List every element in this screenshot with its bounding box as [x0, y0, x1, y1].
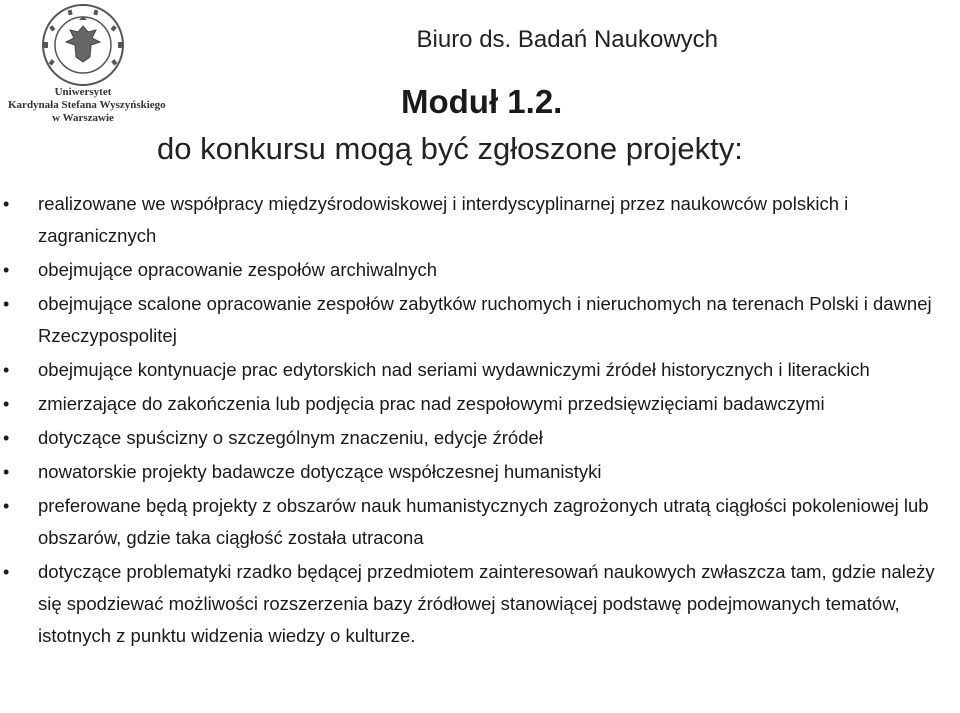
bullet-icon: •	[3, 294, 10, 314]
project-list	[0, 188, 960, 654]
slide-heading: do konkursu mogą być zgłoszone projekty:	[157, 131, 743, 166]
list-item	[0, 556, 960, 652]
bullet-icon: •	[3, 462, 10, 482]
list-item	[0, 422, 960, 454]
bullet-icon: •	[3, 562, 10, 582]
list-item	[0, 354, 960, 386]
list-item	[0, 188, 960, 252]
bullet-icon: •	[3, 428, 10, 448]
list-item	[0, 388, 960, 420]
list-item-text: realizowane we współpracy międzyśrodowiskowej i interdyscyplinarnej przez naukowców polskich i zagranicznych	[38, 193, 849, 246]
list-item-text: obejmujące kontynuacje prac edytorskich nad seriami wydawniczymi źródeł historycznych i literackich	[38, 359, 870, 380]
list-item	[0, 254, 960, 286]
bullet-icon: •	[3, 194, 10, 214]
logo-caption	[8, 86, 166, 125]
list-item-text: obejmujące scalone opracowanie zespołów zabytków ruchomych i nieruchomych na terenach Polski i dawnej Rzeczypospolitej	[38, 293, 932, 346]
list-item-text: nowatorskie projekty badawcze dotyczące współczesnej humanistyki	[38, 461, 602, 482]
list-item-text: obejmujące opracowanie zespołów archiwalnych	[38, 259, 437, 280]
logo-caption-line3: w Warszawie	[52, 112, 114, 124]
module-title: Moduł 1.2.	[401, 83, 563, 120]
university-logo	[8, 2, 166, 138]
bullet-icon: •	[3, 260, 10, 280]
list-item-text: dotyczące spuścizny o szczególnym znaczeniu, edycje źródeł	[38, 427, 543, 448]
logo-caption-line2: Kardynała Stefana Wyszyńskiego	[8, 99, 166, 111]
list-item-text: preferowane będą projekty z obszarów nauk humanistycznych zagrożonych utratą ciągłości pokoleniowej lub obszarów, gdzie taka ciągłość została utracona	[38, 495, 929, 548]
university-seal-icon	[30, 2, 136, 88]
list-item	[0, 456, 960, 488]
bullet-icon: •	[3, 496, 10, 516]
office-title: Biuro ds. Badań Naukowych	[416, 26, 718, 53]
list-item-text: dotyczące problematyki rzadko będącej przedmiotem zainteresowań naukowych zwłaszcza tam, gdzie należy się spodziewać możliwości rozszerzenia bazy źródłowej stanowiącej podstawę podejmowanych tematów, istotnych z punktu widzenia wiedzy o kulturze.	[38, 561, 935, 646]
list-item-text: zmierzające do zakończenia lub podjęcia prac nad zespołowymi przedsięwzięciami badawczymi	[38, 393, 825, 414]
list-item	[0, 288, 960, 352]
logo-caption-line1: Uniwersytet	[54, 86, 112, 98]
bullet-icon: •	[3, 394, 10, 414]
list-item	[0, 490, 960, 554]
bullet-icon: •	[3, 360, 10, 380]
